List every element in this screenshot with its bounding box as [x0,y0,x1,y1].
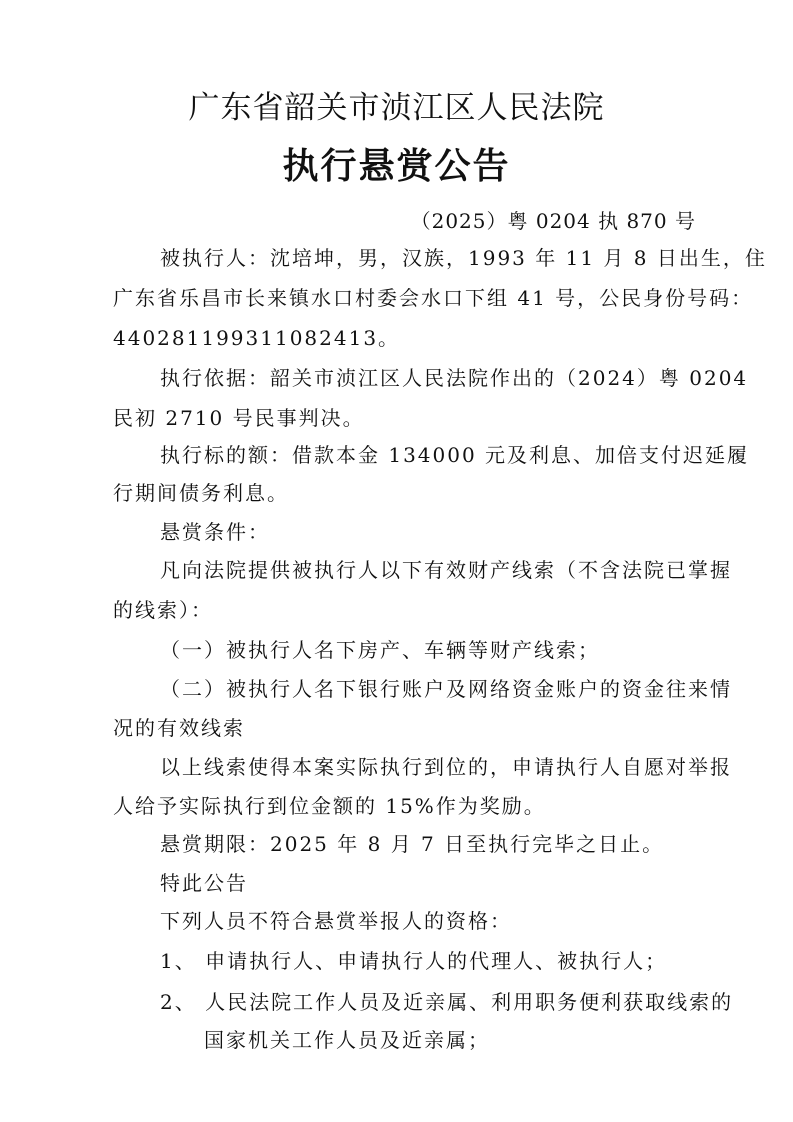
list-item: 1、 申请执行人、申请执行人的代理人、被执行人； [160,949,668,973]
paragraph-line: 况的有效线索 [113,716,245,740]
notice-title: 执行悬赏公告 [282,145,511,187]
paragraph-line: 执行依据：韶关市浈江区人民法院作出的（2024）粤 0204 [160,366,749,390]
paragraph-line: 的线索）： [113,598,213,622]
paragraph-line: 悬赏期限：2025 年 8 月 7 日至执行完毕之日止。 [160,832,665,856]
paragraph-line: 特此公告 [160,871,248,895]
paragraph-line: （二）被执行人名下银行账户及网络资金账户的资金往来情 [160,677,732,701]
paragraph-line: 440281199311082413。 [113,326,401,350]
list-item: 2、 人民法院工作人员及近亲属、利用职务便利获取线索的 [160,990,734,1014]
paragraph-line: 人给予实际执行到位金额的 15%作为奖励。 [113,794,546,818]
list-item-continuation: 国家机关工作人员及近亲属； [204,1028,490,1052]
paragraph-line: 行期间债务利息。 [113,481,289,505]
paragraph-line: 被执行人：沈培坤，男，汉族，1993 年 11 月 8 日出生，住 [160,246,767,270]
paragraph-line: 民初 2710 号民事判决。 [113,406,365,430]
paragraph-line: 执行标的额：借款本金 134000 元及利息、加倍支付迟延履 [160,443,750,467]
case-number: （2025）粤 0204 执 870 号 [410,209,696,233]
paragraph-line: 下列人员不符合悬赏举报人的资格： [160,909,512,933]
paragraph-line: 悬赏条件： [160,520,270,544]
paragraph-line: 凡向法院提供被执行人以下有效财产线索（不含法院已掌握 [160,558,732,582]
paragraph-line: （一）被执行人名下房产、车辆等财产线索； [160,638,600,662]
paragraph-line: 以上线索使得本案实际执行到位的，申请执行人自愿对举报 [160,755,732,779]
court-name: 广东省韶关市浈江区人民法院 [188,90,605,126]
paragraph-line: 广东省乐昌市长来镇水口村委会水口下组 41 号，公民身份号码： [113,286,754,310]
